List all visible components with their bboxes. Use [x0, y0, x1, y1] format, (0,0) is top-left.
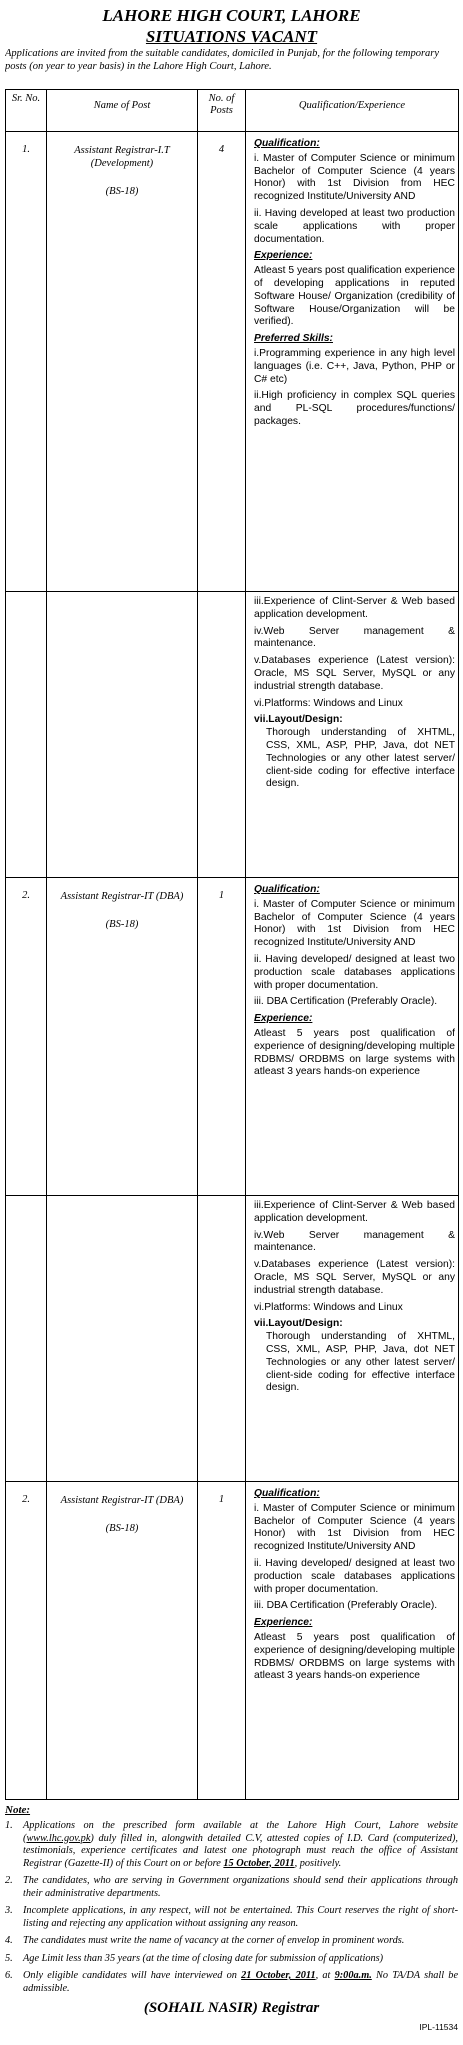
- post-scale: (BS-18): [105, 1523, 139, 1534]
- table-header-row: [6, 90, 459, 132]
- row-post-name: [47, 1482, 198, 1800]
- note-item: 1. Applications on the prescribed form available at the Lahore High Court, Lahore website (www.lhc.gov.pk) duly filled in, alongwith detailed C.V, attested copies of I.D. Card (computerized), testimonials, experience certificates and latest one photograph must reach the office of Assistant Registrar (Gazette-II) of this Court on or before 15 October, 2011, positively.: [5, 1820, 458, 1869]
- skill-item: Thorough understanding of XHTML, CSS, XML, ASP, PHP, Java, dot NET Technologies or any other latest server/ client-side coding for effective interface design.: [266, 727, 455, 790]
- qualification-item: iii. DBA Certification (Preferably Oracle).: [254, 996, 438, 1008]
- page-title: LAHORE HIGH COURT, LAHORE: [102, 6, 361, 25]
- skill-item: vii.Layout/Design:: [254, 714, 343, 726]
- post-title: Assistant Registrar-IT (DBA): [60, 1495, 184, 1506]
- qualification-item: i. Master of Computer Science or minimum Bachelor of Computer Science (4 years Honor) with 1st Division from HEC recognized Institute/University AND: [254, 1502, 455, 1553]
- row-post-name: [47, 878, 198, 1196]
- row-posts-count: 1: [198, 1482, 246, 1800]
- skill-item: iii.Experience of Clint-Server & Web based application development.: [254, 1200, 455, 1224]
- skill-item: vii.Layout/Design:: [254, 1318, 343, 1330]
- note-item: 2. The candidates, who are serving in Government organizations should send their applications through their administrative departments.: [5, 1875, 458, 1899]
- row-posts-count: 1: [198, 878, 246, 1196]
- experience-text: Atleast 5 years post qualification of experience of designing/developing multiple RDBMS/ ORDBMS on large systems with atleast 3 years hands-on experience: [254, 1631, 455, 1682]
- col-header-name: Name of Post: [47, 90, 198, 132]
- page-subtitle: SITUATIONS VACANT: [145, 27, 318, 46]
- table-row: [6, 592, 459, 878]
- col-header-posts: No. of Posts: [198, 90, 246, 132]
- preferred-skills-heading: Preferred Skills:: [254, 333, 333, 345]
- experience-heading: Experience:: [254, 1617, 313, 1629]
- qualification-item: ii. Having developed/ designed at least two production scale databases applications with proper documentation.: [254, 953, 455, 991]
- qualification-item: ii. Having developed at least two production scale applications with proper documentation.: [254, 207, 455, 245]
- skill-item: iv.Web Server management & maintenance.: [254, 1229, 455, 1254]
- post-scale: (BS-18): [105, 919, 139, 930]
- post-title: Assistant Registrar-I.T (Development): [74, 145, 170, 169]
- skill-item: vi.Platforms: Windows and Linux: [254, 1301, 403, 1313]
- posts-table: [5, 89, 459, 1800]
- qualification-heading: Qualification:: [254, 1488, 320, 1499]
- experience-text: Atleast 5 years post qualification of experience of designing/developing multiple RDBMS/ ORDBMS on large systems with atleast 3 years hands-on experience: [254, 1027, 455, 1078]
- experience-text: Atleast 5 years post qualification experience of developing applications in reputed Software House/ Organization (credibility of Software House/Organization will be verified).: [254, 265, 455, 328]
- row-post-name: [47, 132, 198, 592]
- skill-item: Thorough understanding of XHTML, CSS, XML, ASP, PHP, Java, dot NET Technologies or any other latest server/ client-side coding for effective interface design.: [266, 1331, 455, 1394]
- row-skills-continued: [246, 592, 459, 878]
- signature: (SOHAIL NASIR) Registrar: [143, 2000, 320, 2016]
- row-posts-count: 4: [198, 132, 246, 592]
- closing-date: 15 October, 2011: [223, 1857, 295, 1869]
- skill-item: v.Databases experience (Latest version): Oracle, MS SQL Server, MySQL or any industrial strength database.: [254, 655, 455, 692]
- post-title: Assistant Registrar-IT (DBA): [60, 891, 184, 902]
- note-item: 5. Age Limit less than 35 years (at the time of closing date for submission of applications): [5, 1952, 384, 1964]
- col-header-sr: Sr. No.: [6, 90, 47, 132]
- interview-time: 9:00a.m.: [334, 1970, 372, 1981]
- note-item: 3. Incomplete applications, in any respect, will not be entertained. This Court reserves the right of short-listing and rejecting any application without assigning any reason.: [5, 1905, 458, 1929]
- row-qualification: [246, 132, 459, 592]
- qualification-heading: Qualification:: [254, 138, 320, 149]
- row-sr: 1.: [6, 132, 47, 592]
- qualification-item: i. Master of Computer Science or minimum Bachelor of Computer Science (4 years Honor) with 1st Division from HEC recognized Institute/University AND: [254, 898, 455, 949]
- skill-item: ii.High proficiency in complex SQL queries and PL-SQL procedures/functions/ packages.: [254, 390, 455, 427]
- skill-item: i.Programming experience in any high level languages (i.e. C++, Java, Python, PHP or C# etc): [254, 347, 455, 385]
- advertisement-page: [5, 6, 459, 2032]
- table-row: [6, 1196, 459, 1482]
- notes-heading: Note:: [5, 1804, 31, 1816]
- website-link[interactable]: www.lhc.gov.pk: [26, 1832, 91, 1844]
- experience-heading: Experience:: [254, 1013, 313, 1025]
- qualification-item: iii. DBA Certification (Preferably Oracle).: [254, 1600, 438, 1612]
- qualification-item: i. Master of Computer Science or minimum Bachelor of Computer Science (4 years Honor) with 1st Division from HEC recognized Institute/University AND: [254, 152, 455, 203]
- note-item: 4. The candidates must write the name of vacancy at the corner of envelop in prominent words.: [5, 1935, 405, 1946]
- note-item: 6. Only eligible candidates will have interviewed on 21 October, 2011, at 9:00a.m. No TA/DA shall be admissible.: [5, 1970, 459, 1994]
- table-row: [6, 878, 459, 1196]
- row-skills-continued: [246, 1196, 459, 1482]
- skill-item: iv.Web Server management & maintenance.: [254, 625, 455, 650]
- row-sr: 2.: [6, 878, 47, 1196]
- row-qualification: [246, 878, 459, 1196]
- row-qualification: [246, 1482, 459, 1800]
- table-row: [6, 1482, 459, 1800]
- skill-item: vi.Platforms: Windows and Linux: [254, 697, 403, 709]
- post-scale: (BS-18): [105, 186, 139, 197]
- interview-date: 21 October, 2011: [241, 1970, 316, 1981]
- table-row: [6, 132, 459, 592]
- col-header-qual: Qualification/Experience: [246, 90, 459, 132]
- qualification-heading: Qualification:: [254, 884, 320, 895]
- skill-item: iii.Experience of Clint-Server & Web based application development.: [254, 596, 455, 620]
- skill-item: v.Databases experience (Latest version): Oracle, MS SQL Server, MySQL or any industrial strength database.: [254, 1259, 455, 1296]
- qualification-item: ii. Having developed/ designed at least two production scale databases applications with proper documentation.: [254, 1557, 455, 1595]
- intro-text: Applications are invited from the suitable candidates, domiciled in Punjab, for the following temporary posts (on year to year basis) in the Lahore High Court, Lahore.: [5, 48, 440, 72]
- row-sr: 2.: [6, 1482, 47, 1800]
- experience-heading: Experience:: [254, 250, 313, 262]
- ipl-number: IPL-11534: [419, 2022, 458, 2032]
